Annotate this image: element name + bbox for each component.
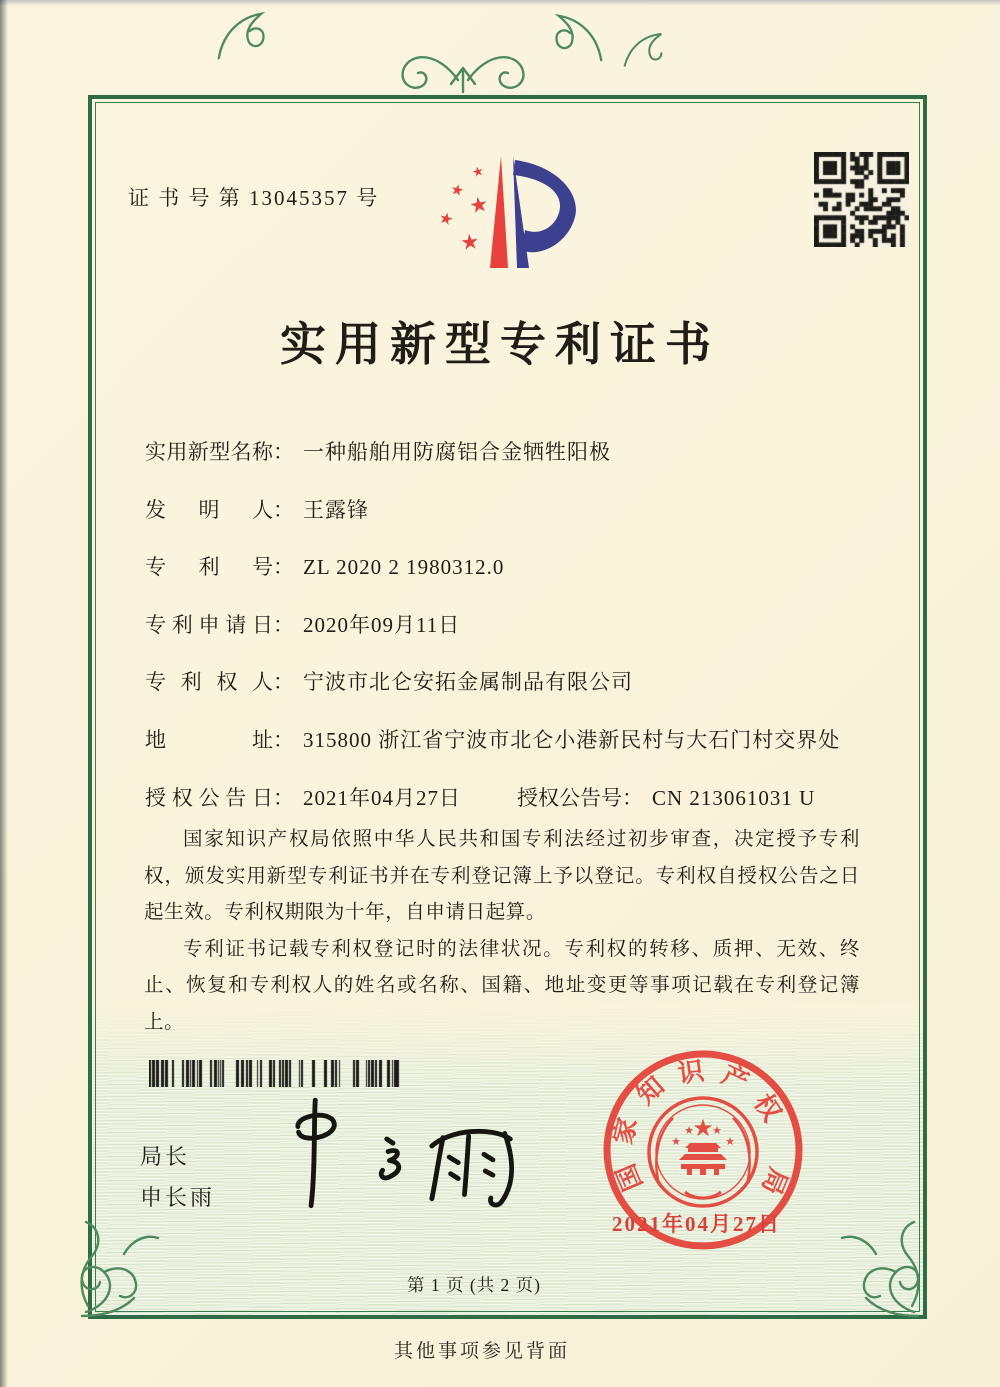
svg-text:识: 识 [676, 1056, 706, 1089]
field-value: 一种船舶用防腐铝合金牺牲阳极 [303, 440, 611, 464]
field-colon: ： [273, 785, 294, 810]
field-label: 发明人 [145, 497, 273, 522]
field-value: 宁波市北仑安拓金属制品有限公司 [303, 670, 633, 695]
field-value: 王露锋 [303, 497, 369, 522]
top-center-flourish-icon [388, 40, 538, 96]
field-rows [145, 424, 905, 827]
field-label-gazette: 授权公告号 [517, 785, 622, 810]
scan-edge-left [0, 0, 8, 1387]
field-colon: ： [622, 785, 643, 810]
field-row-name [145, 424, 905, 482]
logo-star: ★ [459, 229, 481, 255]
field-colon: ： [273, 727, 294, 752]
svg-text:★: ★ [692, 1114, 714, 1142]
bottom-left-flourish-icon [76, 1212, 186, 1322]
legal-paragraph-1: 国家知识产权局依照中华人民共和国专利法经过初步审查，决定授予专利权，颁发实用新型专利证书并在专利登记簿上予以登记。专利权自授权公告之日起生效。专利权期限为十年，自申请日起算。 [144, 829, 860, 924]
field-value: ZL 2020 2 1980312.0 [303, 555, 505, 580]
field-label: 专利申请日 [145, 612, 273, 637]
field-row-grant [145, 770, 905, 828]
commissioner-signature-icon [282, 1096, 522, 1214]
field-value: 2021年04月27日 [303, 785, 461, 810]
field-label: 专利权人 [145, 670, 273, 695]
svg-text:产: 产 [717, 1059, 754, 1098]
field-colon: ： [273, 555, 294, 580]
field-label: 实用新型名称 [145, 440, 273, 464]
svg-text:国: 国 [611, 1159, 648, 1195]
field-label: 地址 [145, 727, 273, 752]
certificate-number: 证 书 号 第 13045357 号 [128, 186, 380, 210]
field-row-filing-date [145, 597, 905, 655]
svg-text:★: ★ [725, 1135, 735, 1148]
legal-text [144, 822, 860, 1042]
page-number: 第 1 页 (共 2 页) [406, 1275, 542, 1295]
certificate-title: 实用新型专利证书 [280, 319, 720, 370]
logo-star: ★ [448, 179, 466, 201]
svg-text:局: 局 [756, 1163, 793, 1199]
commissioner-block [140, 1136, 215, 1218]
field-label: 专利号 [145, 555, 273, 580]
field-colon: ： [273, 670, 294, 695]
top-right-flourish-icon [548, 8, 608, 66]
svg-text:★: ★ [712, 1124, 722, 1137]
seal-national-emblem-icon [649, 1098, 757, 1206]
svg-text:★: ★ [684, 1124, 694, 1137]
field-colon: ： [273, 612, 294, 637]
barcode [149, 1060, 401, 1087]
logo-star: ★ [436, 207, 456, 230]
field-label: 授权公告日 [145, 785, 273, 810]
field-value-gazette: CN 213061031 U [652, 785, 816, 810]
legal-paragraph-2: 专利证书记载专利权登记时的法律状况。专利权的转移、质押、无效、终止、恢复和专利权人的姓名或名称、国籍、地址变更等事项记载在专利登记簿上。 [144, 938, 860, 1033]
field-value: 2020年09月11日 [303, 612, 461, 637]
commissioner-name: 申长雨 [140, 1185, 216, 1210]
back-side-note: 其他事项参见背面 [393, 1341, 570, 1362]
logo-star: ★ [467, 191, 491, 219]
svg-text:★: ★ [671, 1135, 681, 1148]
field-row-patent-number [145, 539, 905, 597]
field-colon: ： [273, 497, 294, 522]
svg-text:知: 知 [631, 1071, 671, 1111]
top-left-flourish-icon [212, 6, 272, 64]
field-row-address [145, 712, 905, 770]
top-right-flourish-2-icon [616, 24, 670, 74]
commissioner-title: 局长 [140, 1144, 191, 1169]
field-value: 315800 浙江省宁波市北仑小港新民村与大石门村交界处 [303, 727, 841, 752]
qr-code [814, 152, 909, 247]
scan-edge-top [0, 0, 1000, 6]
logo-star: ★ [470, 163, 486, 182]
field-row-patentee [145, 654, 905, 712]
bottom-right-flourish-icon [814, 1212, 924, 1322]
seal-date: 2021年04月27日 [612, 1212, 781, 1236]
svg-text:家: 家 [608, 1114, 643, 1148]
field-row-inventor [145, 482, 905, 540]
field-colon: ： [273, 440, 294, 464]
cnipa-logo-icon [430, 150, 582, 284]
logo-red-spike [490, 156, 508, 268]
svg-text:权: 权 [748, 1088, 787, 1127]
